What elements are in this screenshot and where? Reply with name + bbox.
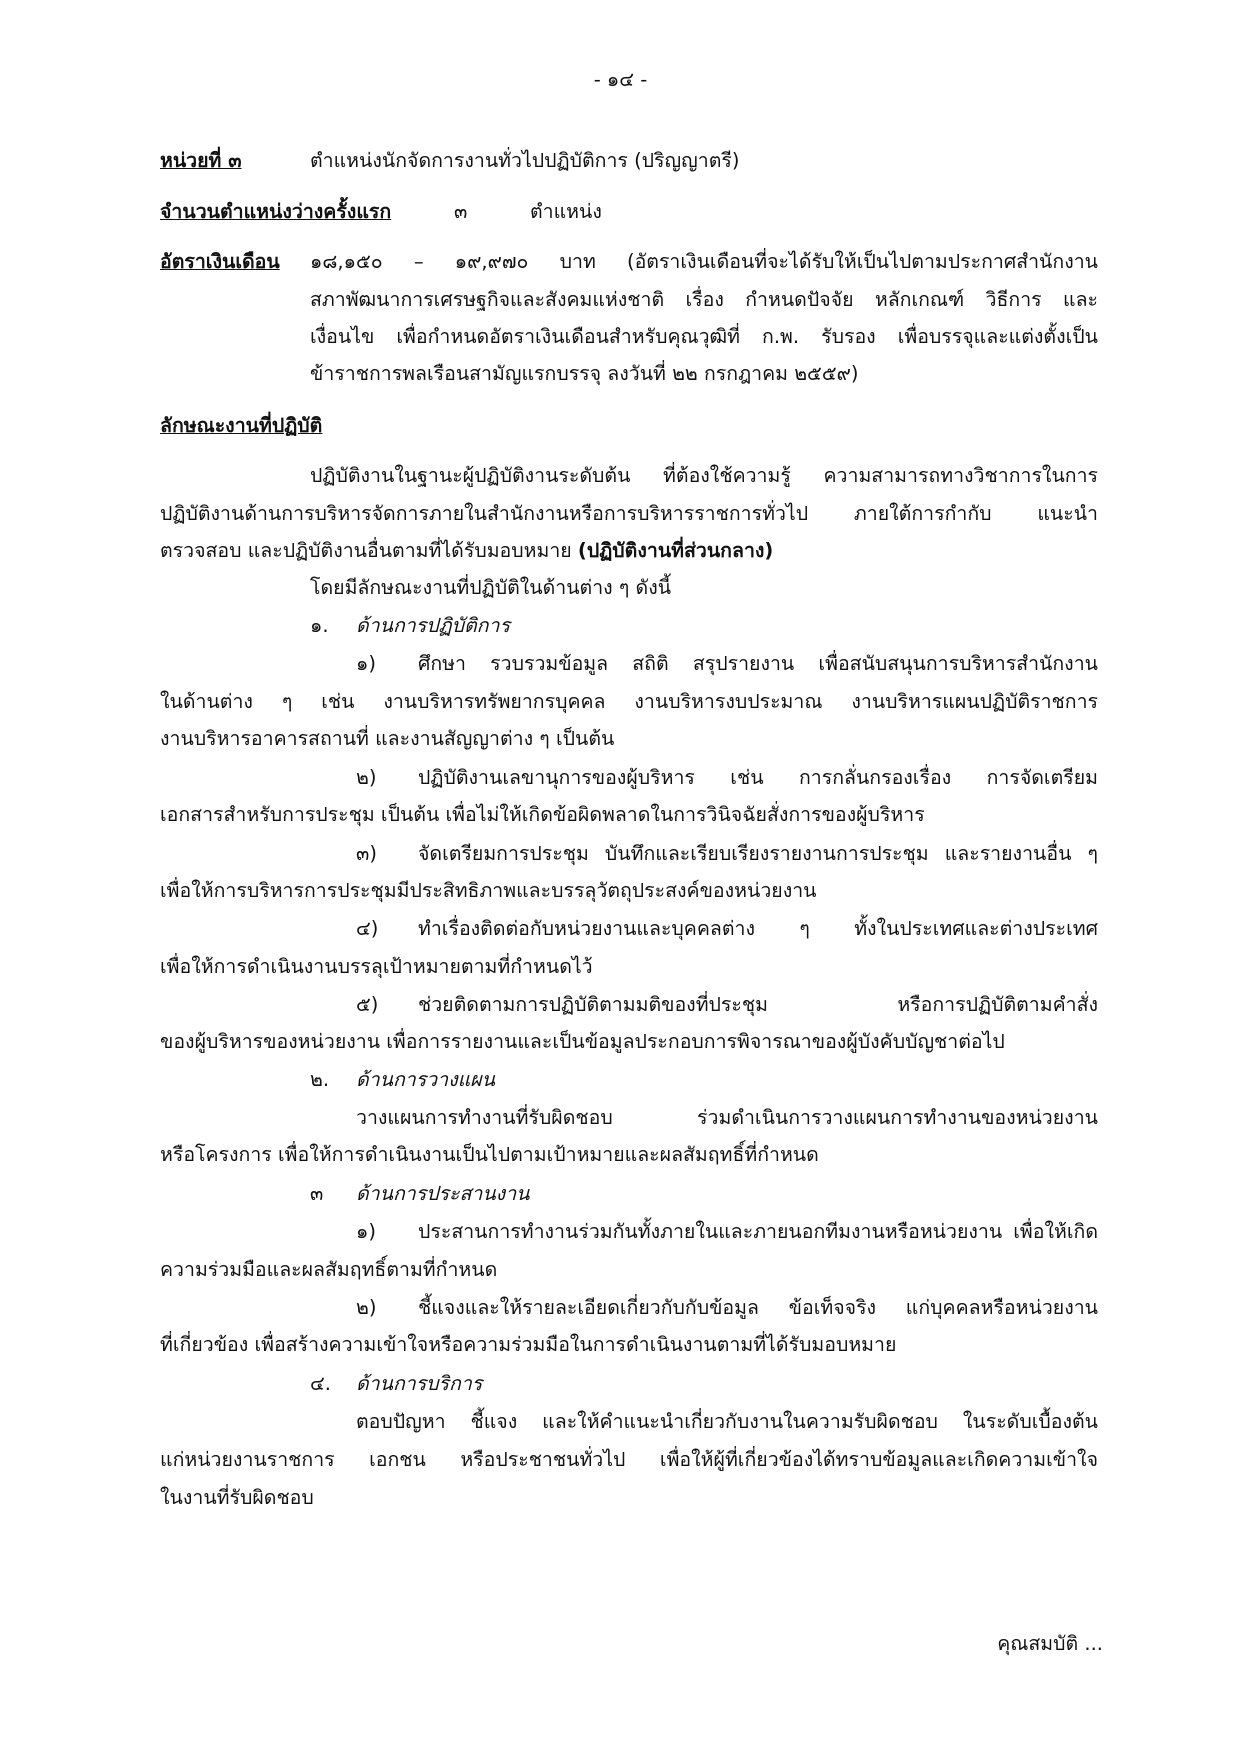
section-line: ในงานที่รับผิดชอบ xyxy=(160,1486,314,1509)
item-number: ๑) xyxy=(356,1220,376,1243)
vacancy-label: จำนวนตำแหน่งว่างครั้งแรก xyxy=(160,200,392,223)
item-line: ที่เกี่ยวข้อง เพื่อสร้างความเข้าใจหรือความร่วมมือในการดำเนินงานตามที่ได้รับมอบหมาย xyxy=(160,1333,897,1356)
item-line: จัดเตรียมการประชุม บันทึกและเรียบเรียงรายงานการประชุม และรายงานอื่น ๆ xyxy=(418,842,1098,865)
salary-label: อัตราเงินเดือน xyxy=(160,250,280,273)
item-line: ของผู้บริหารของหน่วยงาน เพื่อการรายงานและเป็นข้อมูลประกอบการพิจารณาของผู้บังคับบัญชาต่อไป xyxy=(160,1030,1005,1053)
item-number: ๒) xyxy=(356,1296,377,1319)
vacancy-unit: ตำแหน่ง xyxy=(530,200,602,223)
intro-line-text: ตรวจสอบ และปฏิบัติงานอื่นตามที่ได้รับมอบหมาย xyxy=(160,539,572,562)
duties-heading: ลักษณะงานที่ปฏิบัติ xyxy=(160,414,323,437)
item-number: ๔) xyxy=(356,917,379,940)
section-title: ด้านการปฏิบัติการ xyxy=(356,614,510,637)
section-title: ด้านการบริการ xyxy=(356,1372,483,1395)
item-line: งานบริหารอาคารสถานที่ และงานสัญญาต่าง ๆ เป็นต้น xyxy=(160,727,615,750)
intro-line: ปฏิบัติงานในฐานะผู้ปฏิบัติงานระดับต้น ที่ต้องใช้ความรู้ ความสามารถทางวิชาการในการ xyxy=(310,464,1098,487)
intro-line-last xyxy=(160,537,773,565)
salary-line: ข้าราชการพลเรือนสามัญแรกบรรจุ ลงวันที่ ๒๒ กรกฎาคม ๒๕๕๙) xyxy=(310,362,859,385)
section-line: ตอบปัญหา ชี้แจง และให้คำแนะนำเกี่ยวกับงานในความรับผิดชอบ ในระดับเบื้องต้น xyxy=(356,1410,1098,1433)
position-title: ตำแหน่งนักจัดการงานทั่วไปปฏิบัติการ (ปริญญาตรี) xyxy=(310,149,740,172)
item-line: ความร่วมมือและผลสัมฤทธิ์ตามที่กำหนด xyxy=(160,1258,498,1281)
item-line: ปฏิบัติงานเลขานุการของผู้บริหาร เช่น การกลั่นกรองเรื่อง การจัดเตรียม xyxy=(418,766,1098,789)
item-line: ทำเรื่องติดต่อกับหน่วยงานและบุคคลต่าง ๆ ทั้งในประเทศและต่างประเทศ xyxy=(418,917,1098,940)
section-line: วางแผนการทำงานที่รับผิดชอบ ร่วมดำเนินการวางแผนการทำงานของหน่วยงาน xyxy=(356,1106,1098,1129)
item-line: ชี้แจงและให้รายละเอียดเกี่ยวกับกับข้อมูล ข้อเท็จจริง แก่บุคคลหรือหน่วยงาน xyxy=(418,1296,1098,1319)
item-line: เพื่อให้การบริหารการประชุมมีประสิทธิภาพและบรรลุวัตถุประสงค์ของหน่วยงาน xyxy=(160,879,817,902)
section-title: ด้านการวางแผน xyxy=(356,1068,495,1091)
page-number: - ๑๔ - xyxy=(593,68,648,91)
section-title: ด้านการประสานงาน xyxy=(356,1182,530,1205)
item-number: ๑) xyxy=(356,652,376,675)
unit-label: หน่วยที่ ๓ xyxy=(160,149,242,172)
section-number: ๔. xyxy=(310,1372,331,1395)
item-number: ๕) xyxy=(356,993,379,1016)
salary-line: เงื่อนไข เพื่อกำหนดอัตราเงินเดือนสำหรับคุณวุฒิที่ ก.พ. รับรอง เพื่อบรรจุและแต่งตั้งเป็น xyxy=(310,325,1098,348)
item-line: ประสานการทำงานร่วมกันทั้งภายในและภายนอกทีมงานหรือหน่วยงาน เพื่อให้เกิด xyxy=(418,1220,1098,1243)
section-number: ๑. xyxy=(310,614,329,637)
intro-line: ปฏิบัติงานด้านการบริหารจัดการภายในสำนักงานหรือการบริหารราชการทั่วไป ภายใต้การกำกับ แนะนำ xyxy=(160,502,1098,525)
item-line: ในด้านต่าง ๆ เช่น งานบริหารทรัพยากรบุคคล งานบริหารงบประมาณ งานบริหารแผนปฏิบัติราชการ xyxy=(160,690,1098,713)
salary-line: สภาพัฒนาการเศรษฐกิจและสังคมแห่งชาติ เรื่อง กำหนดปัจจัย หลักเกณฑ์ วิธีการ และ xyxy=(310,288,1098,311)
vacancy-count: ๓ xyxy=(454,200,468,223)
item-line: เพื่อให้การดำเนินงานบรรลุเป้าหมายตามที่กำหนดไว้ xyxy=(160,955,593,978)
intro-lead: โดยมีลักษณะงานที่ปฏิบัติในด้านต่าง ๆ ดังนี้ xyxy=(310,576,672,599)
section-line: หรือโครงการ เพื่อให้การดำเนินงานเป็นไปตามเป้าหมายและผลสัมฤทธิ์ที่กำหนด xyxy=(160,1143,819,1166)
item-line: ศึกษา รวบรวมข้อมูล สถิติ สรุปรายงาน เพื่อสนับสนุนการบริหารสำนักงาน xyxy=(418,652,1098,675)
section-number: ๒. xyxy=(310,1068,330,1091)
intro-bold-note: (ปฏิบัติงานที่ส่วนกลาง) xyxy=(577,539,774,562)
salary-line: ๑๘,๑๕๐ – ๑๙,๙๗๐ บาท (อัตราเงินเดือนที่จะได้รับให้เป็นไปตามประกาศสำนักงาน xyxy=(310,250,1098,273)
item-line: ช่วยติดตามการปฏิบัติตามมติของที่ประชุม หรือการปฏิบัติตามคำสั่ง xyxy=(418,993,1098,1016)
continuation-text: คุณสมบัติ ... xyxy=(997,1632,1103,1655)
item-line: เอกสารสำหรับการประชุม เป็นต้น เพื่อไม่ให้เกิดข้อผิดพลาดในการวินิจฉัยสั่งการของผู้บริหาร xyxy=(160,803,925,826)
section-number: ๓ xyxy=(310,1182,324,1205)
item-number: ๓) xyxy=(356,842,377,865)
item-number: ๒) xyxy=(356,766,377,789)
section-line: แก่หน่วยงานราชการ เอกชน หรือประชาชนทั่วไป เพื่อให้ผู้ที่เกี่ยวข้องได้ทราบข้อมูลและเกิดความเข้าใจ xyxy=(160,1448,1098,1471)
